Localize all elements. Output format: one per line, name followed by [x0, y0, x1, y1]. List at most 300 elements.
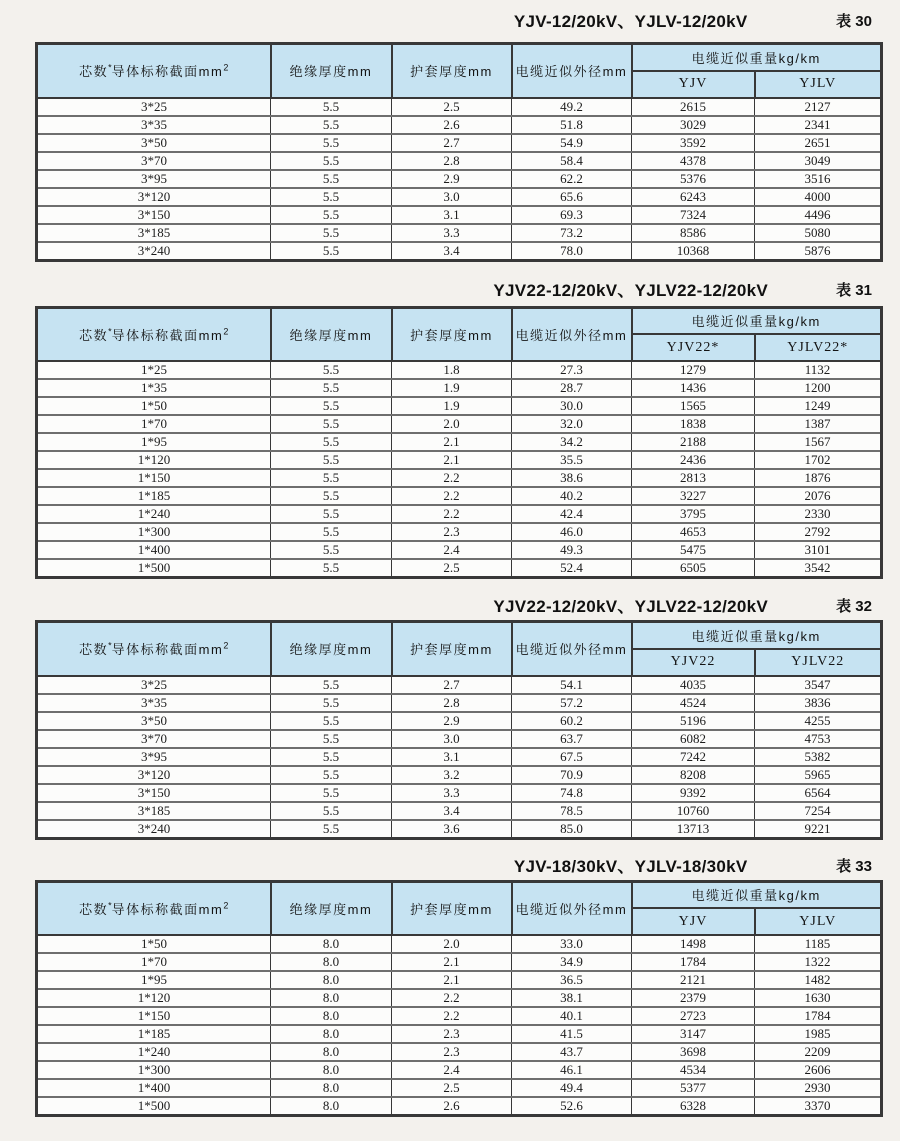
cell: 40.1	[512, 1007, 632, 1025]
cell: 5475	[632, 541, 755, 559]
column-header-conductor	[37, 44, 271, 98]
column-header-sup: 2	[223, 326, 229, 337]
cell: 6505	[632, 559, 755, 578]
cell: 8208	[632, 766, 755, 784]
cell: 1*400	[37, 1079, 271, 1097]
cell: 5.5	[271, 541, 392, 559]
cell: 1*240	[37, 505, 271, 523]
cell: 5.5	[271, 766, 392, 784]
header-row	[37, 44, 882, 71]
cell: 1*120	[37, 989, 271, 1007]
cell: 3029	[632, 116, 755, 134]
cell: 1*35	[37, 379, 271, 397]
cell: 5965	[755, 766, 882, 784]
cell: 2723	[632, 1007, 755, 1025]
cell: 5.5	[271, 379, 392, 397]
table-header	[37, 622, 882, 676]
cell: 1784	[632, 953, 755, 971]
cell: 3*50	[37, 134, 271, 152]
cell: 2.9	[392, 712, 512, 730]
cell: 8.0	[271, 953, 392, 971]
spec-table	[35, 880, 883, 1118]
cell: 73.2	[512, 224, 632, 242]
cell: 1*240	[37, 1043, 271, 1061]
cell: 63.7	[512, 730, 632, 748]
weight-subcolumn-header: YJV	[632, 71, 755, 98]
column-header-insulation: 绝缘厚度mm	[271, 44, 392, 98]
cell: 2330	[755, 505, 882, 523]
cell: 5377	[632, 1079, 755, 1097]
table-body	[37, 361, 882, 578]
cell: 1*50	[37, 935, 271, 953]
cell: 2813	[632, 469, 755, 487]
cell: 2121	[632, 971, 755, 989]
cell: 3*95	[37, 748, 271, 766]
header-row	[37, 307, 882, 334]
cell: 2076	[755, 487, 882, 505]
cell: 3*185	[37, 224, 271, 242]
table-heading	[35, 857, 880, 877]
cell: 49.2	[512, 98, 632, 116]
column-header-diameter: 电缆近似外径mm	[512, 44, 632, 98]
cell: 5382	[755, 748, 882, 766]
column-header-sup: *	[108, 900, 112, 911]
cell: 62.2	[512, 170, 632, 188]
table-row	[37, 802, 882, 820]
column-header-sup: *	[108, 62, 112, 73]
table-row	[37, 242, 882, 261]
cell: 5876	[755, 242, 882, 261]
table-row	[37, 1061, 882, 1079]
cell: 3227	[632, 487, 755, 505]
cell: 78.0	[512, 242, 632, 261]
column-header-text: 导体标称截面mm	[111, 642, 224, 658]
cell: 3.3	[392, 784, 512, 802]
table-row	[37, 1025, 882, 1043]
cell: 41.5	[512, 1025, 632, 1043]
cell: 1*150	[37, 1007, 271, 1025]
cell: 1702	[755, 451, 882, 469]
column-header-sup: 2	[223, 640, 229, 651]
cell: 8.0	[271, 1097, 392, 1116]
column-header-weight-group: 电缆近似重量kg/km	[632, 881, 882, 908]
cell: 6564	[755, 784, 882, 802]
table-row	[37, 170, 882, 188]
cell: 1*300	[37, 1061, 271, 1079]
cell: 2615	[632, 98, 755, 116]
cell: 78.5	[512, 802, 632, 820]
cell: 2606	[755, 1061, 882, 1079]
table-row	[37, 98, 882, 116]
cell: 3*70	[37, 152, 271, 170]
table-row	[37, 559, 882, 578]
table-header	[37, 44, 882, 98]
weight-subcolumn-header: YJV22	[632, 649, 755, 676]
cell: 4255	[755, 712, 882, 730]
cell: 3*35	[37, 694, 271, 712]
column-header-diameter: 电缆近似外径mm	[512, 881, 632, 935]
table-row	[37, 971, 882, 989]
table-row	[37, 712, 882, 730]
cell: 2.2	[392, 1007, 512, 1025]
cell: 2.7	[392, 134, 512, 152]
cell: 4496	[755, 206, 882, 224]
cell: 8.0	[271, 1043, 392, 1061]
table-row	[37, 989, 882, 1007]
table-row	[37, 433, 882, 451]
column-header-weight-group: 电缆近似重量kg/km	[632, 307, 882, 334]
cell: 1*500	[37, 559, 271, 578]
cell: 1838	[632, 415, 755, 433]
cell: 35.5	[512, 451, 632, 469]
cell: 57.2	[512, 694, 632, 712]
cell: 2.1	[392, 971, 512, 989]
cell: 43.7	[512, 1043, 632, 1061]
cell: 69.3	[512, 206, 632, 224]
cell: 2.2	[392, 469, 512, 487]
table-number: 表 30	[836, 13, 872, 30]
cell: 32.0	[512, 415, 632, 433]
cell: 3*240	[37, 242, 271, 261]
column-header-sup: 2	[223, 900, 229, 911]
spec-table	[35, 620, 883, 840]
cell: 5.5	[271, 820, 392, 839]
cell: 6082	[632, 730, 755, 748]
cell: 5.5	[271, 694, 392, 712]
cell: 5.5	[271, 170, 392, 188]
cell: 2.6	[392, 1097, 512, 1116]
cell: 5.5	[271, 523, 392, 541]
cell: 2.5	[392, 559, 512, 578]
column-header-text: 导体标称截面mm	[111, 327, 224, 343]
column-header-sheath: 护套厚度mm	[392, 881, 512, 935]
cell: 46.0	[512, 523, 632, 541]
cell: 1*25	[37, 361, 271, 379]
column-header-conductor	[37, 307, 271, 361]
cell: 7254	[755, 802, 882, 820]
column-header-sup: *	[108, 326, 112, 337]
column-header-insulation: 绝缘厚度mm	[271, 622, 392, 676]
weight-subcolumn-header: YJV22*	[632, 334, 755, 361]
cell: 4753	[755, 730, 882, 748]
table-row	[37, 935, 882, 953]
column-header-weight-group: 电缆近似重量kg/km	[632, 622, 882, 649]
cell: 1*95	[37, 433, 271, 451]
column-header-sup: *	[108, 640, 112, 651]
cell: 28.7	[512, 379, 632, 397]
cell: 5.5	[271, 487, 392, 505]
cell: 10368	[632, 242, 755, 261]
cell: 85.0	[512, 820, 632, 839]
header-row	[37, 881, 882, 908]
cell: 1876	[755, 469, 882, 487]
cell: 3.2	[392, 766, 512, 784]
cell: 65.6	[512, 188, 632, 206]
table-row	[37, 1079, 882, 1097]
weight-subcolumn-header: YJLV	[755, 908, 882, 935]
cell: 2188	[632, 433, 755, 451]
table-row	[37, 505, 882, 523]
cell: 54.1	[512, 676, 632, 694]
cell: 5.5	[271, 802, 392, 820]
cell: 6243	[632, 188, 755, 206]
cell: 2.0	[392, 415, 512, 433]
cell: 2.1	[392, 953, 512, 971]
table-row	[37, 784, 882, 802]
cell: 2127	[755, 98, 882, 116]
column-header-text: 芯数	[79, 901, 109, 917]
cell: 1*185	[37, 487, 271, 505]
cell: 3*120	[37, 188, 271, 206]
cell: 9221	[755, 820, 882, 839]
cell: 5.5	[271, 676, 392, 694]
table-heading	[35, 597, 880, 617]
table-row	[37, 469, 882, 487]
weight-subcolumn-header: YJLV	[755, 71, 882, 98]
cell: 1387	[755, 415, 882, 433]
cell: 2792	[755, 523, 882, 541]
table-row	[37, 116, 882, 134]
cell: 5.5	[271, 206, 392, 224]
cell: 3.1	[392, 748, 512, 766]
column-header-text: 导体标称截面mm	[111, 64, 224, 80]
cell: 4000	[755, 188, 882, 206]
cell: 3101	[755, 541, 882, 559]
cell: 2341	[755, 116, 882, 134]
table-row	[37, 451, 882, 469]
cell: 5.5	[271, 559, 392, 578]
table-body	[37, 676, 882, 839]
cell: 5.5	[271, 188, 392, 206]
table-row	[37, 152, 882, 170]
cell: 2.8	[392, 694, 512, 712]
table-row	[37, 188, 882, 206]
catalog-page	[35, 0, 880, 1117]
cell: 40.2	[512, 487, 632, 505]
table-row	[37, 415, 882, 433]
cell: 2651	[755, 134, 882, 152]
column-header-insulation: 绝缘厚度mm	[271, 881, 392, 935]
column-header-sup: 2	[223, 62, 229, 73]
table-number: 表 33	[836, 857, 872, 875]
table-row	[37, 766, 882, 784]
table-section-33	[35, 857, 880, 1118]
cell: 5.5	[271, 397, 392, 415]
cell: 34.2	[512, 433, 632, 451]
column-header-insulation: 绝缘厚度mm	[271, 307, 392, 361]
weight-subcolumn-header: YJV	[632, 908, 755, 935]
cell: 38.1	[512, 989, 632, 1007]
table-row	[37, 676, 882, 694]
cell: 2.0	[392, 935, 512, 953]
cell: 3.1	[392, 206, 512, 224]
cell: 27.3	[512, 361, 632, 379]
cell: 5.5	[271, 748, 392, 766]
cell: 2.3	[392, 1043, 512, 1061]
cell: 4378	[632, 152, 755, 170]
cell: 1567	[755, 433, 882, 451]
cell: 5.5	[271, 98, 392, 116]
cell: 1322	[755, 953, 882, 971]
cell: 5.5	[271, 116, 392, 134]
cell: 3147	[632, 1025, 755, 1043]
column-header-text: 芯数	[79, 642, 109, 658]
cell: 5.5	[271, 712, 392, 730]
cell: 4534	[632, 1061, 755, 1079]
cell: 7324	[632, 206, 755, 224]
cell: 1249	[755, 397, 882, 415]
spec-table	[35, 306, 883, 580]
table-header	[37, 307, 882, 361]
table-row	[37, 1097, 882, 1116]
cell: 6328	[632, 1097, 755, 1116]
table-row	[37, 224, 882, 242]
cell: 13713	[632, 820, 755, 839]
cell: 9392	[632, 784, 755, 802]
cell: 2.5	[392, 98, 512, 116]
table-row	[37, 730, 882, 748]
cell: 36.5	[512, 971, 632, 989]
cell: 1*500	[37, 1097, 271, 1116]
table-row	[37, 748, 882, 766]
cell: 3*50	[37, 712, 271, 730]
table-number: 表 32	[836, 598, 872, 615]
cell: 3*185	[37, 802, 271, 820]
cell: 52.6	[512, 1097, 632, 1116]
cell: 70.9	[512, 766, 632, 784]
cell: 33.0	[512, 935, 632, 953]
cell: 2.1	[392, 451, 512, 469]
cell: 3*95	[37, 170, 271, 188]
cell: 5196	[632, 712, 755, 730]
cell: 5.5	[271, 361, 392, 379]
cell: 7242	[632, 748, 755, 766]
table-title: YJV22-12/20kV、YJLV22-12/20kV	[493, 280, 769, 300]
cell: 2.5	[392, 1079, 512, 1097]
cell: 4524	[632, 694, 755, 712]
cell: 1985	[755, 1025, 882, 1043]
cell: 2.6	[392, 116, 512, 134]
column-header-weight-group: 电缆近似重量kg/km	[632, 44, 882, 71]
cell: 1482	[755, 971, 882, 989]
cell: 2.2	[392, 505, 512, 523]
cell: 8.0	[271, 1079, 392, 1097]
cell: 8.0	[271, 1007, 392, 1025]
cell: 8.0	[271, 971, 392, 989]
cell: 3516	[755, 170, 882, 188]
table-section-30	[35, 12, 880, 262]
table-body	[37, 98, 882, 261]
cell: 3*35	[37, 116, 271, 134]
table-row	[37, 1007, 882, 1025]
cell: 5.5	[271, 415, 392, 433]
cell: 3.4	[392, 242, 512, 261]
cell: 1*120	[37, 451, 271, 469]
cell: 3836	[755, 694, 882, 712]
cell: 3049	[755, 152, 882, 170]
cell: 2.3	[392, 1025, 512, 1043]
cell: 5376	[632, 170, 755, 188]
cell: 3.0	[392, 188, 512, 206]
table-row	[37, 361, 882, 379]
cell: 74.8	[512, 784, 632, 802]
cell: 3.6	[392, 820, 512, 839]
cell: 5.5	[271, 451, 392, 469]
cell: 3*70	[37, 730, 271, 748]
cell: 1498	[632, 935, 755, 953]
cell: 3.0	[392, 730, 512, 748]
table-number: 表 31	[836, 281, 872, 299]
table-section-31	[35, 281, 880, 580]
cell: 67.5	[512, 748, 632, 766]
table-row	[37, 541, 882, 559]
cell: 2436	[632, 451, 755, 469]
table-header	[37, 881, 882, 935]
cell: 1*95	[37, 971, 271, 989]
cell: 3.4	[392, 802, 512, 820]
cell: 8.0	[271, 1061, 392, 1079]
column-header-sheath: 护套厚度mm	[392, 622, 512, 676]
cell: 3*120	[37, 766, 271, 784]
cell: 1.8	[392, 361, 512, 379]
column-header-text: 导体标称截面mm	[111, 901, 224, 917]
cell: 34.9	[512, 953, 632, 971]
cell: 1*70	[37, 953, 271, 971]
table-section-32	[35, 597, 880, 840]
cell: 2.2	[392, 487, 512, 505]
column-header-diameter: 电缆近似外径mm	[512, 307, 632, 361]
table-row	[37, 820, 882, 839]
cell: 3547	[755, 676, 882, 694]
cell: 54.9	[512, 134, 632, 152]
table-body	[37, 935, 882, 1116]
column-header-diameter: 电缆近似外径mm	[512, 622, 632, 676]
cell: 5.5	[271, 784, 392, 802]
cell: 1185	[755, 935, 882, 953]
cell: 1.9	[392, 379, 512, 397]
cell: 1*185	[37, 1025, 271, 1043]
cell: 1279	[632, 361, 755, 379]
cell: 3370	[755, 1097, 882, 1116]
cell: 1784	[755, 1007, 882, 1025]
cell: 2.1	[392, 433, 512, 451]
table-title: YJV-18/30kV、YJLV-18/30kV	[513, 856, 748, 876]
cell: 5.5	[271, 134, 392, 152]
cell: 3698	[632, 1043, 755, 1061]
cell: 1630	[755, 989, 882, 1007]
cell: 4035	[632, 676, 755, 694]
cell: 5.5	[271, 224, 392, 242]
cell: 2379	[632, 989, 755, 1007]
table-row	[37, 487, 882, 505]
column-header-text: 芯数	[79, 327, 109, 343]
table-row	[37, 523, 882, 541]
cell: 46.1	[512, 1061, 632, 1079]
table-title: YJV22-12/20kV、YJLV22-12/20kV	[493, 597, 769, 616]
cell: 1*70	[37, 415, 271, 433]
cell: 2.9	[392, 170, 512, 188]
cell: 5.5	[271, 433, 392, 451]
cell: 2.8	[392, 152, 512, 170]
cell: 42.4	[512, 505, 632, 523]
cell: 3*240	[37, 820, 271, 839]
column-header-text: 芯数	[79, 64, 109, 80]
cell: 5.5	[271, 152, 392, 170]
cell: 5.5	[271, 469, 392, 487]
header-row	[37, 622, 882, 649]
cell: 2209	[755, 1043, 882, 1061]
cell: 1*400	[37, 541, 271, 559]
